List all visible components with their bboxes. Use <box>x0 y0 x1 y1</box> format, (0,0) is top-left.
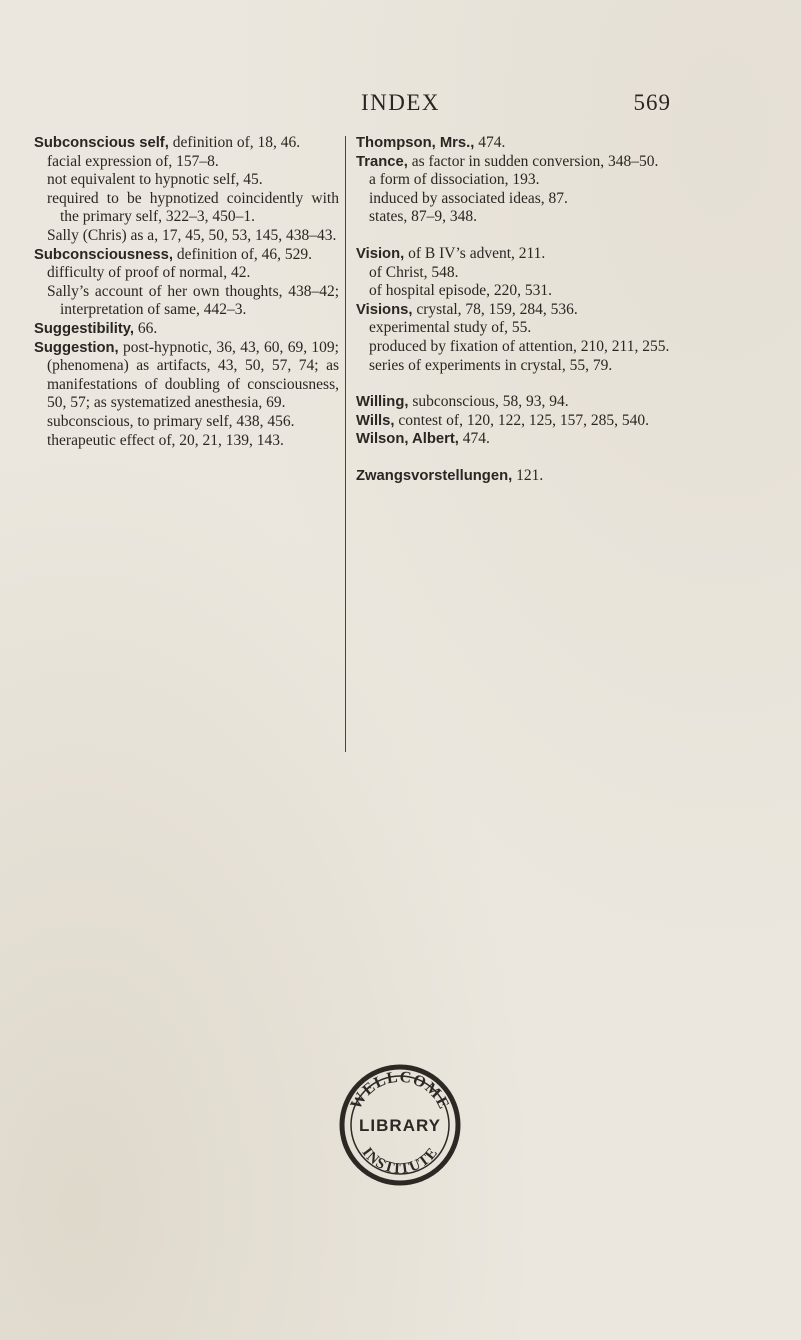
index-entry <box>356 153 708 172</box>
index-entry <box>34 320 339 339</box>
index-subentry: produced by fixation of attention, 210, 211, 255. <box>369 337 670 355</box>
page-header <box>0 90 801 124</box>
index-subentry: of Christ, 548. <box>369 263 459 281</box>
index-entry <box>356 245 708 264</box>
library-stamp <box>335 1060 465 1190</box>
index-subentry: subconscious, to primary self, 438, 456. <box>47 412 295 430</box>
index-subentry: required to be hypnotized coincidently with the primary self, 322–3, 450–1. <box>47 189 339 226</box>
index-locators: 66. <box>134 319 158 337</box>
entry-gap <box>356 449 708 467</box>
index-locators: 474. <box>458 430 490 448</box>
stamp-bottom-text: INSTITUTE <box>358 1144 442 1178</box>
index-subentry: of hospital episode, 220, 531. <box>369 282 552 300</box>
stamp-center-text: LIBRARY <box>359 1116 441 1135</box>
index-entry <box>34 339 339 413</box>
index-locators: contest of, 120, 122, 125, 157, 285, 540. <box>394 411 649 429</box>
index-entry <box>356 430 708 449</box>
index-subentry: difficulty of proof of normal, 42. <box>47 264 251 282</box>
index-entry <box>34 246 339 265</box>
index-locators: of B IV’s advent, 211. <box>404 244 546 262</box>
index-heading: Wilson, Albert, <box>356 431 459 448</box>
index-entry <box>356 412 708 431</box>
index-subentry: a form of dissociation, 193. <box>369 171 540 189</box>
index-heading: Subconsciousness, <box>34 246 173 263</box>
index-heading: Zwangsvorstellungen, <box>356 467 513 484</box>
index-entry <box>356 393 708 412</box>
index-locators: 121. <box>512 466 544 484</box>
index-locators: definition of, 46, 529. <box>172 245 313 263</box>
index-heading: Suggestibility, <box>34 320 135 337</box>
index-locators: post-hypnotic, 36, 43, 60, 69, 109; (phenomena) as artifacts, 43, 50, 57, 74; as manifestations of doubling of consciousness, 50, 57; as systematized anesthesia, 69. <box>47 338 339 412</box>
index-heading: Subconscious self, <box>34 135 169 151</box>
index-entry <box>34 134 339 153</box>
entry-gap <box>356 227 708 245</box>
index-entry <box>356 467 708 486</box>
index-heading: Thompson, Mrs., <box>356 135 475 151</box>
index-column-left <box>34 134 339 450</box>
index-heading: Wills, <box>356 412 395 429</box>
index-heading: Willing, <box>356 394 409 411</box>
index-subentry: induced by associated ideas, 87. <box>369 189 568 207</box>
svg-text:WELLCOME <box>348 1069 453 1113</box>
column-divider <box>345 136 346 752</box>
entry-gap <box>356 375 708 393</box>
index-column-right <box>356 134 708 486</box>
index-locators: 474. <box>474 134 506 151</box>
index-locators: as factor in sudden conversion, 348–50. <box>407 152 659 170</box>
stamp-top-text: WELLCOME <box>347 1068 453 1113</box>
index-entry <box>356 134 708 153</box>
index-subentry: states, 87–9, 348. <box>369 208 478 226</box>
index-subentry: experimental study of, 55. <box>369 319 532 337</box>
index-locators: definition of, 18, 46. <box>168 134 301 151</box>
index-heading: Visions, <box>356 301 413 318</box>
index-subentry: not equivalent to hypnotic self, 45. <box>47 171 263 189</box>
index-subentry: facial expression of, 157–8. <box>47 152 219 170</box>
index-heading: Suggestion, <box>34 339 119 356</box>
index-subentry: series of experiments in crystal, 55, 79. <box>369 356 613 374</box>
index-locators: subconscious, 58, 93, 94. <box>408 393 569 411</box>
index-subentry: therapeutic effect of, 20, 21, 139, 143. <box>47 431 284 449</box>
index-heading: Vision, <box>356 245 405 262</box>
index-locators: crystal, 78, 159, 284, 536. <box>412 300 578 318</box>
index-subentry: Sally (Chris) as a, 17, 45, 50, 53, 145, 438–43. <box>47 226 337 244</box>
page-number: 569 <box>633 90 671 115</box>
index-entry <box>356 301 708 320</box>
running-head: INDEX <box>360 90 441 115</box>
index-heading: Trance, <box>356 153 408 170</box>
index-subentry: Sally’s account of her own thoughts, 438–42; interpretation of same, 442–3. <box>47 282 339 319</box>
